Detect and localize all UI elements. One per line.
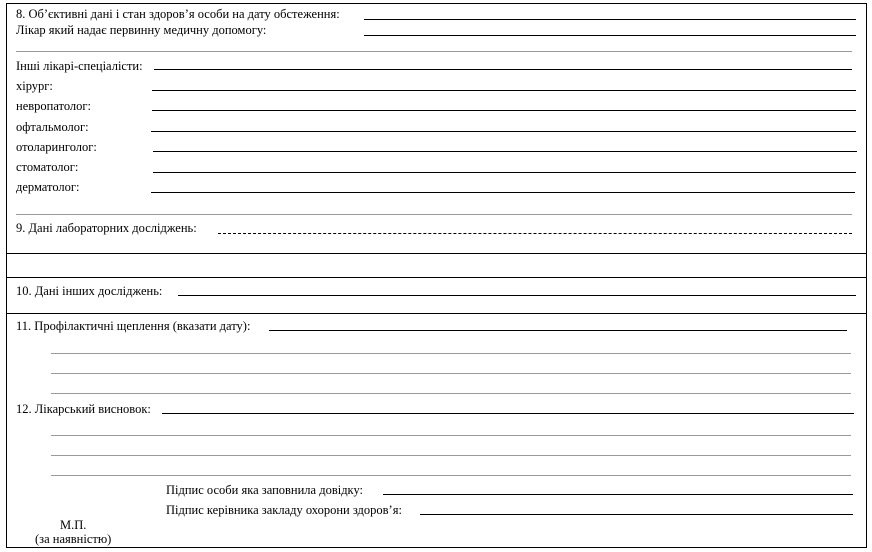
section-12-answer-line[interactable] — [162, 413, 854, 414]
row-divider — [6, 313, 867, 314]
blank-line[interactable] — [16, 214, 852, 215]
specialists-answer-line[interactable] — [154, 69, 852, 70]
blank-line[interactable] — [51, 455, 851, 456]
otolaryngologist-label: отоларинголог: — [16, 140, 97, 154]
filler-signature-label: Підпис особи яка заповнила довідку: — [166, 483, 364, 497]
dermatologist-label: дерматолог: — [16, 180, 80, 194]
otolaryngologist-answer-line[interactable] — [153, 151, 857, 152]
form-frame — [6, 3, 867, 548]
stamp-note: (за наявністю) — [35, 532, 112, 546]
blank-line[interactable] — [51, 475, 851, 476]
section-8-answer-line[interactable] — [364, 19, 856, 20]
head-signature-label: Підпис керівника закладу охорони здоров’я: — [166, 503, 402, 517]
section-8-title: 8. Об’єктивні дані і стан здоров’я особи на дату обстеження: — [16, 7, 340, 21]
surgeon-answer-line[interactable] — [152, 90, 856, 91]
section-10-answer-line[interactable] — [178, 295, 856, 296]
dentist-label: стоматолог: — [16, 160, 79, 174]
blank-line[interactable] — [51, 393, 851, 394]
section-10-title: 10. Дані інших досліджень: — [16, 284, 163, 298]
section-9-title: 9. Дані лабораторних досліджень: — [16, 221, 197, 235]
neurologist-label: невропатолог: — [16, 99, 92, 113]
stamp-place-label: М.П. — [60, 518, 87, 532]
head-signature-line[interactable] — [420, 514, 853, 515]
blank-line[interactable] — [16, 51, 852, 52]
section-12-title: 12. Лікарський висновок: — [16, 402, 151, 416]
blank-line[interactable] — [51, 353, 851, 354]
dentist-answer-line[interactable] — [153, 172, 856, 173]
dermatologist-answer-line[interactable] — [151, 192, 855, 193]
ophthalmologist-answer-line[interactable] — [151, 131, 856, 132]
section-9-answer-line[interactable] — [218, 233, 852, 234]
gp-label: Лікар який надає первинну медичну допомогу: — [16, 23, 267, 37]
row-divider — [6, 253, 867, 254]
ophthalmologist-label: офтальмолог: — [16, 120, 89, 134]
section-11-title: 11. Профілактичні щеплення (вказати дату): — [16, 319, 251, 333]
section-11-answer-line[interactable] — [269, 330, 847, 331]
filler-signature-line[interactable] — [383, 494, 853, 495]
row-divider — [6, 277, 867, 278]
surgeon-label: хірург: — [16, 79, 53, 93]
specialists-label: Інші лікарі-спеціалісти: — [16, 59, 143, 73]
gp-answer-line[interactable] — [364, 35, 856, 36]
blank-line[interactable] — [51, 435, 851, 436]
blank-line[interactable] — [51, 373, 851, 374]
neurologist-answer-line[interactable] — [152, 110, 856, 111]
